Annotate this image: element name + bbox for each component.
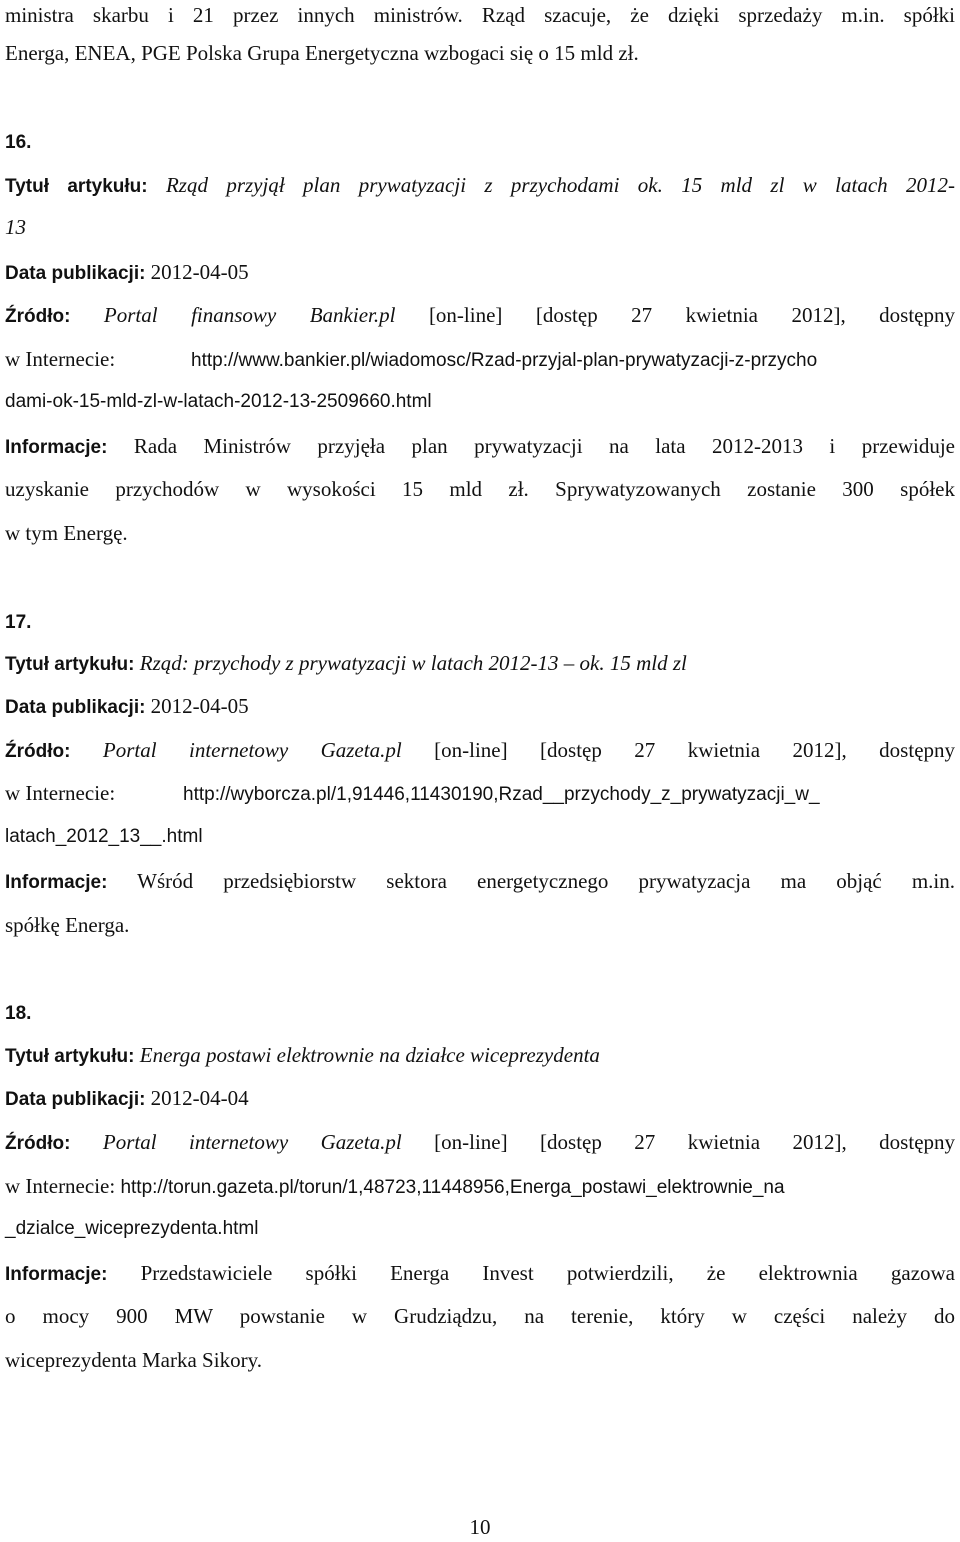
entry-source: Źródło: Portal internetowy Gazeta.pl [on-line] [dostęp 27 kwietnia 2012], dostępny [5,1130,956,1154]
entry-title: Tytuł artykułu: Rząd: przychody z prywatyzacji w latach 2012-13 – ok. 15 mld zl [5,651,687,675]
entry-info: Informacje: Rada Ministrów przyjęła plan prywatyzacji na lata 2012-2013 i przewiduje [5,434,955,458]
entry-url[interactable]: http://www.bankier.pl/wiadomosc/Rzad-przyjal-plan-prywatyzacji-z-przycho [191,350,818,371]
entry-title-continued: 13 [5,215,26,239]
entry-info-line-3: wiceprezydenta Marka Sikory. [5,1348,262,1372]
entry-url[interactable]: http://wyborcza.pl/1,91446,11430190,Rzad__przychody_z_prywatyzacji_w_ [183,784,820,805]
entry-date: Data publikacji: 2012-04-05 [5,260,249,284]
entry-title: Tytuł artykułu: Energa postawi elektrownie na działce wiceprezydenta [5,1043,600,1067]
entry-source: Źródło: Portal finansowy Bankier.pl [on-line] [dostęp 27 kwietnia 2012], dostępny [5,303,956,327]
entry-info-line-2: o mocy 900 MW powstanie w Grudziądzu, na terenie, który w części należy do [5,1304,955,1328]
entry-url-line-2[interactable]: dami-ok-15-mld-zl-w-latach-2012-13-2509660.html [5,391,432,412]
entry-date: Data publikacji: 2012-04-04 [5,1086,249,1110]
entry-url-line-1: w Internecie: http://wyborcza.pl/1,91446,11430190,Rzad__przychody_z_prywatyzacji_w_ [5,781,820,805]
entry-info: Informacje: Przedstawiciele spółki Energa Invest potwierdzili, że elektrownia gazowa [5,1261,956,1285]
entry-number: 16. [5,132,32,153]
entry-number: 17. [5,612,32,633]
page-number: 10 [469,1515,491,1539]
entry-url-line-2[interactable]: latach_2012_13__.html [5,826,203,847]
intro-line-2: Energa, ENEA, PGE Polska Grupa Energetyczna wzbogaci się o 15 mld zł. [5,41,639,65]
entry-info-line-3: w tym Energę. [5,521,128,545]
entry-title: Tytuł artykułu: Rząd przyjął plan prywatyzacji z przychodami ok. 15 mld zl w latach 2012- [5,173,955,197]
entry-source: Źródło: Portal internetowy Gazeta.pl [on-line] [dostęp 27 kwietnia 2012], dostępny [5,738,956,762]
entry-url-line-2[interactable]: _dzialce_wiceprezydenta.html [5,1218,259,1239]
entry-url[interactable]: http://torun.gazeta.pl/torun/1,48723,11448956,Energa_postawi_elektrownie_na [120,1177,785,1198]
entry-url-line-1: w Internecie: http://www.bankier.pl/wiadomosc/Rzad-przyjal-plan-prywatyzacji-z-przycho [5,347,818,371]
entry-date: Data publikacji: 2012-04-05 [5,694,249,718]
intro-line-1: ministra skarbu i 21 przez innych ministrów. Rząd szacuje, że dzięki sprzedaży m.in. spółki [5,3,955,27]
entry-info: Informacje: Wśród przedsiębiorstw sektora energetycznego prywatyzacja ma objąć m.in. [5,869,955,893]
entry-info-line-2: uzyskanie przychodów w wysokości 15 mld zł. Sprywatyzowanych zostanie 300 spółek [5,477,955,501]
entry-url-line-1: w Internecie: http://torun.gazeta.pl/torun/1,48723,11448956,Energa_postawi_elektrownie_na [5,1174,785,1198]
entry-info-line-2: spółkę Energa. [5,913,130,937]
entry-number: 18. [5,1003,32,1024]
